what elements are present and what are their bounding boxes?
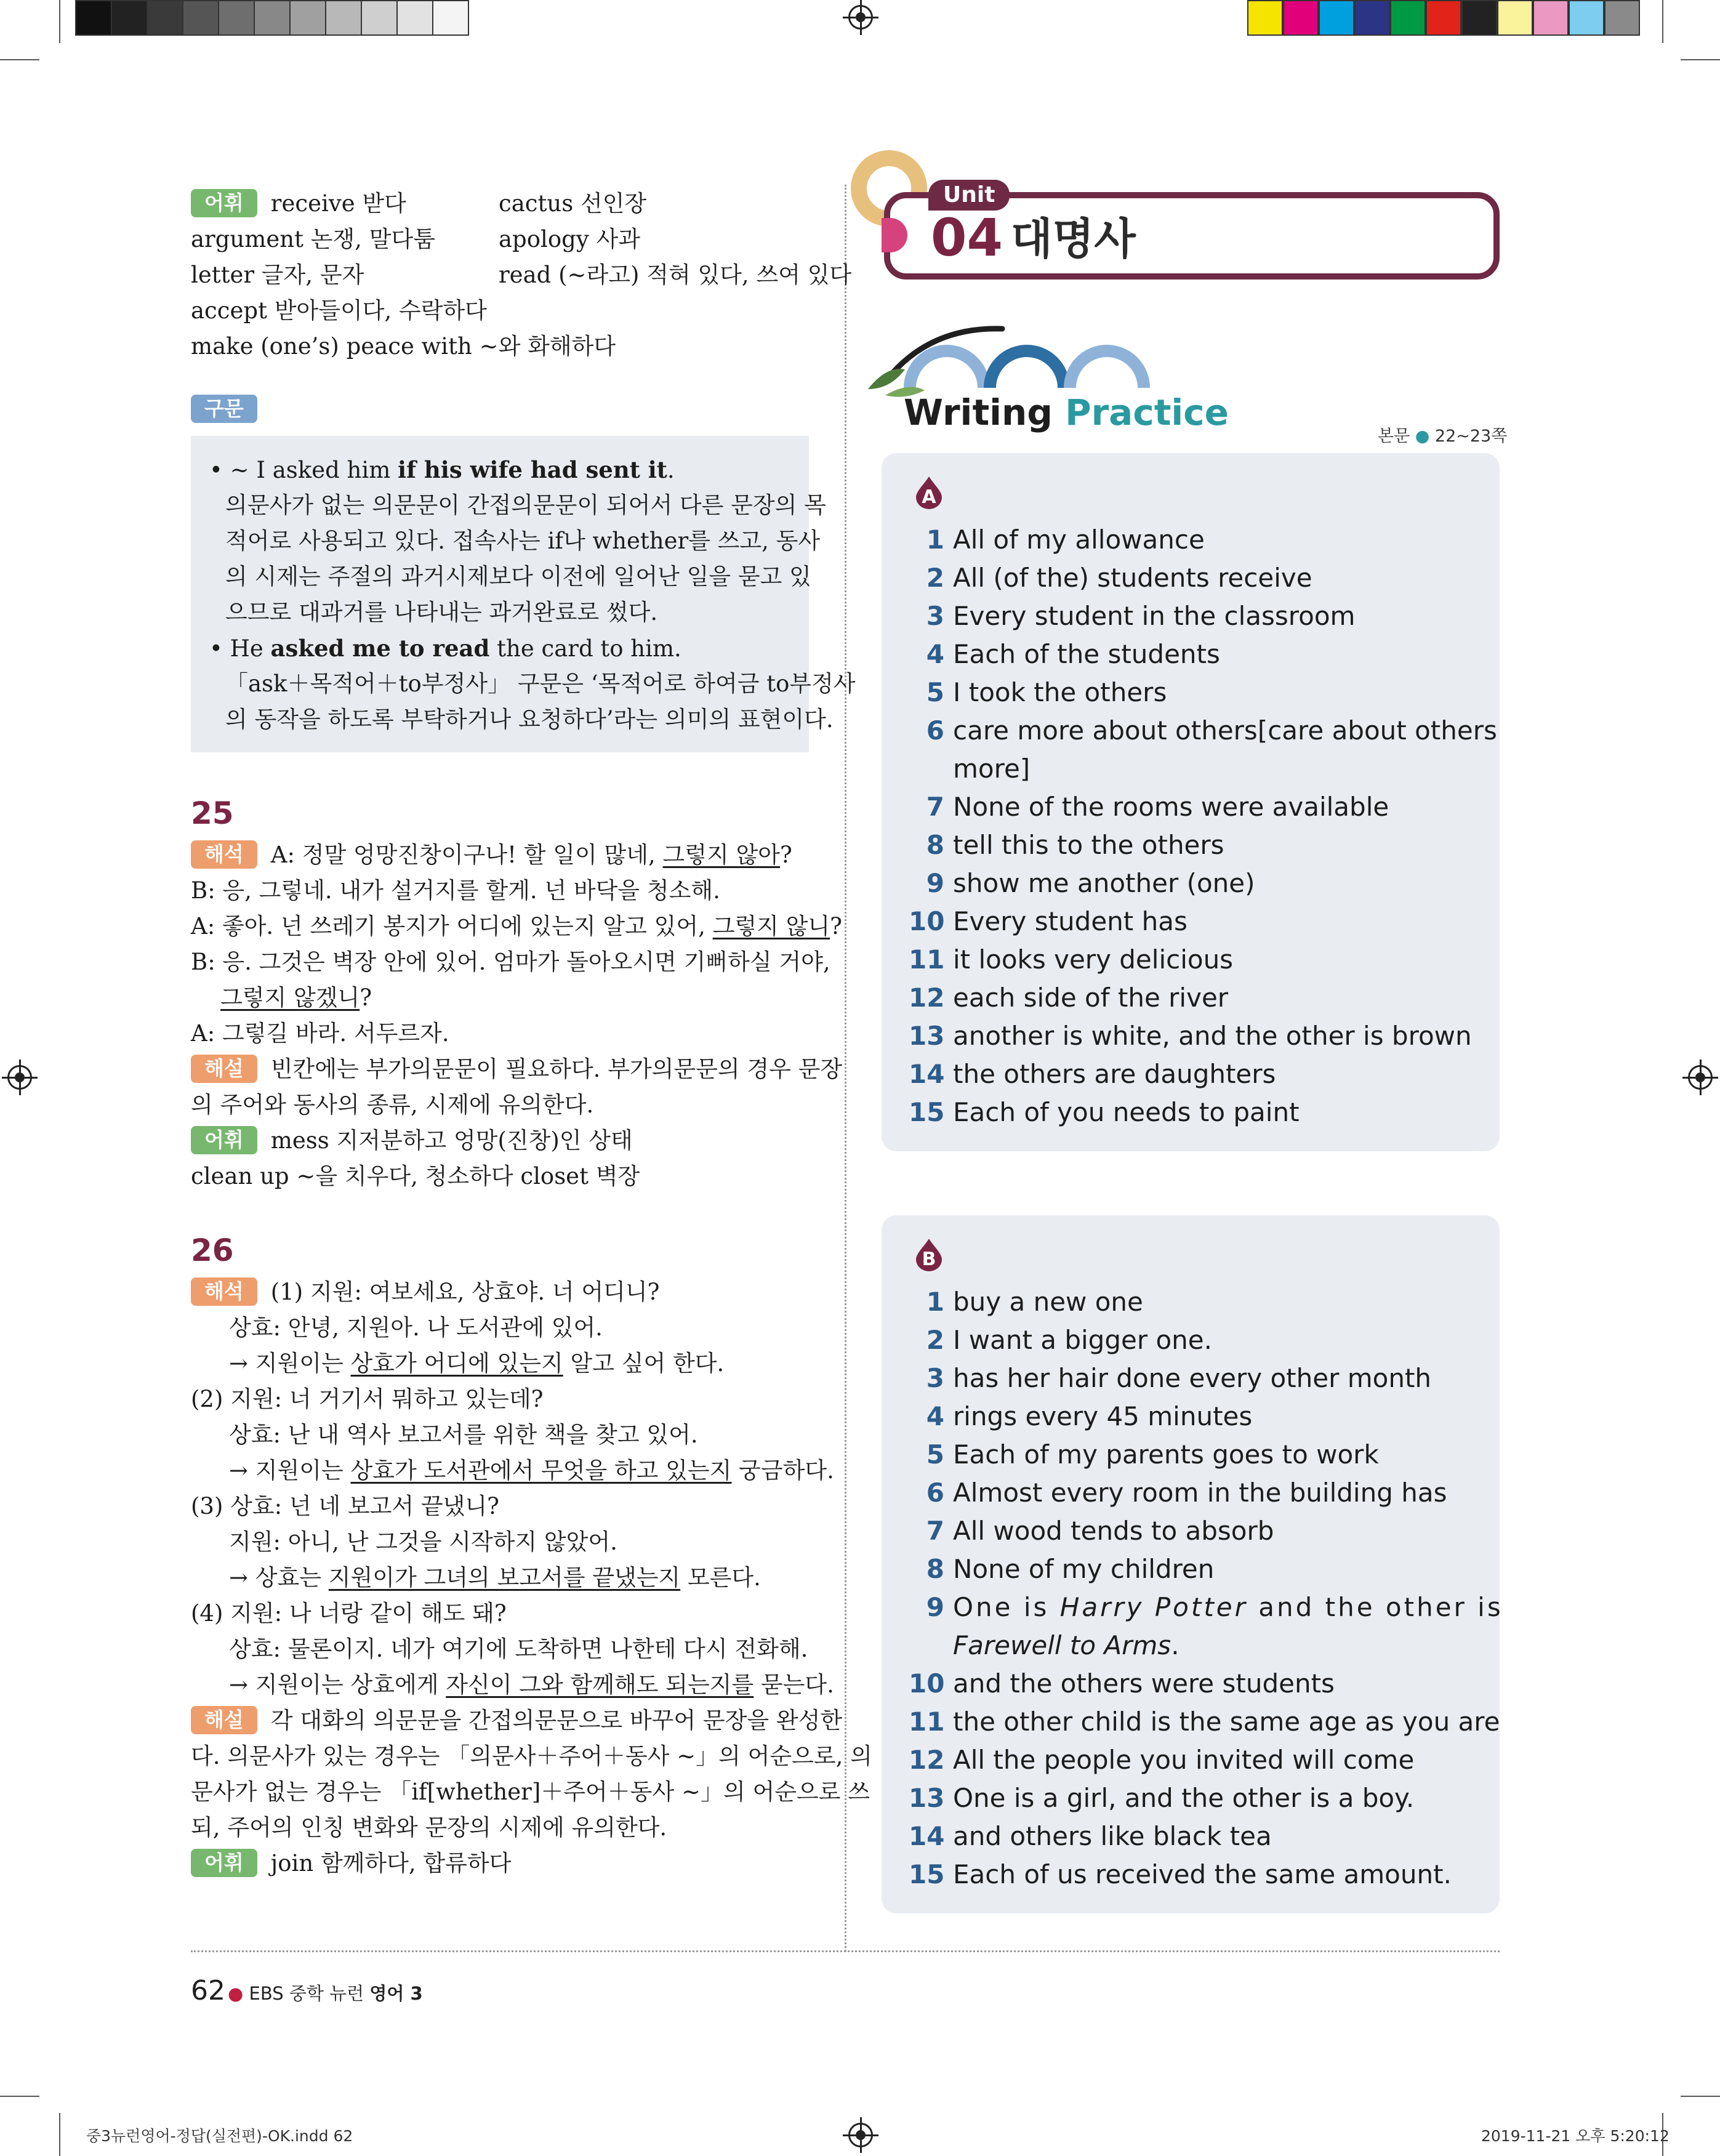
answer-a-10: 10 Every student has [909,906,1188,936]
page-number: 62 [191,1975,225,2006]
answer-b-7: 7 All wood tends to absorb [926,1516,1274,1546]
answer-b-8: 8 None of my children [926,1554,1215,1584]
writing-practice-title: Writing Practice [904,392,1229,433]
section-b-label: B [922,1249,936,1270]
answer-b-5: 5 Each of my parents goes to work [926,1439,1379,1470]
answer-b-12: 12 All the people you invited will come [909,1745,1415,1775]
writing-practice-arcs-icon [861,320,1156,400]
answer-a-1: 1 All of my allowance [926,525,1205,555]
answer-a-11: 11 it looks very delicious [909,944,1234,975]
vocab-tag: 어휘 [191,189,257,217]
answer-a-7: 7 None of the rooms were available [926,792,1389,822]
answer-b-10: 10 and the others were students [909,1668,1335,1699]
answer-b-9: 9 One is Harry Potter and the other is [926,1592,1503,1622]
unit-number: 04 [931,207,1003,268]
answer-a-4: 4 Each of the students [926,639,1220,669]
answer-a-3: 3 Every student in the classroom [926,601,1356,631]
book-title: ● EBS 중학 뉴런 영어 3 [228,1983,423,2004]
answer-a-9: 9 show me another (one) [926,868,1255,898]
textbook-page-reference: 본문 ● 22~23쪽 [1378,427,1508,446]
section-a-label: A [922,486,936,508]
unit-title: 대명사 [1011,214,1136,264]
answer-a-13: 13 another is white, and the other is brown [909,1021,1472,1051]
footer-rule [191,1950,1500,1952]
answer-a-6-cont: more] [953,754,1031,784]
column-divider [845,185,846,1952]
answer-b-1: 1 buy a new one [926,1287,1143,1317]
registration-mark-right [1688,1065,1713,1090]
answer-b-13: 13 One is a girl, and the other is a boy. [909,1783,1415,1813]
registration-mark-left [7,1065,32,1090]
answer-a-2: 2 All (of the) students receive [926,563,1312,593]
answer-b-11: 11 the other child is the same age as you are [909,1707,1500,1737]
unit-label: Unit [928,180,1010,211]
answer-a-15: 15 Each of you needs to paint [909,1097,1300,1127]
answer-a-8: 8 tell this to the others [926,830,1224,860]
answer-b-14: 14 and others like black tea [909,1821,1272,1851]
answer-a-6: 6 care more about others[care about others [926,715,1497,746]
registration-mark-top [848,5,873,30]
indd-file-name: 중3뉴런영어-정답(실전편)-OK.indd 62 [86,2127,353,2145]
answer-a-12: 12 each side of the river [909,983,1229,1013]
answer-a-14: 14 the others are daughters [909,1059,1276,1089]
answer-b-2: 2 I want a bigger one. [926,1325,1212,1355]
answer-b-9-cont: Farewell to Arms. [953,1630,1179,1660]
question-number-26: 26 [191,1233,234,1268]
answer-b-6: 6 Almost every room in the building has [926,1478,1447,1508]
print-timestamp: 2019-11-21 오후 5:20:12 [1481,2127,1670,2145]
question-number-25: 25 [191,795,234,831]
answer-a-5: 5 I took the others [926,677,1167,707]
answer-b-4: 4 rings every 45 minutes [926,1401,1253,1431]
answer-b-15: 15 Each of us received the same amount. [909,1859,1452,1889]
registration-mark-bottom [848,2123,873,2147]
grammar-tag: 구문 [191,395,257,423]
answer-b-3: 3 has her hair done every other month [926,1363,1432,1393]
